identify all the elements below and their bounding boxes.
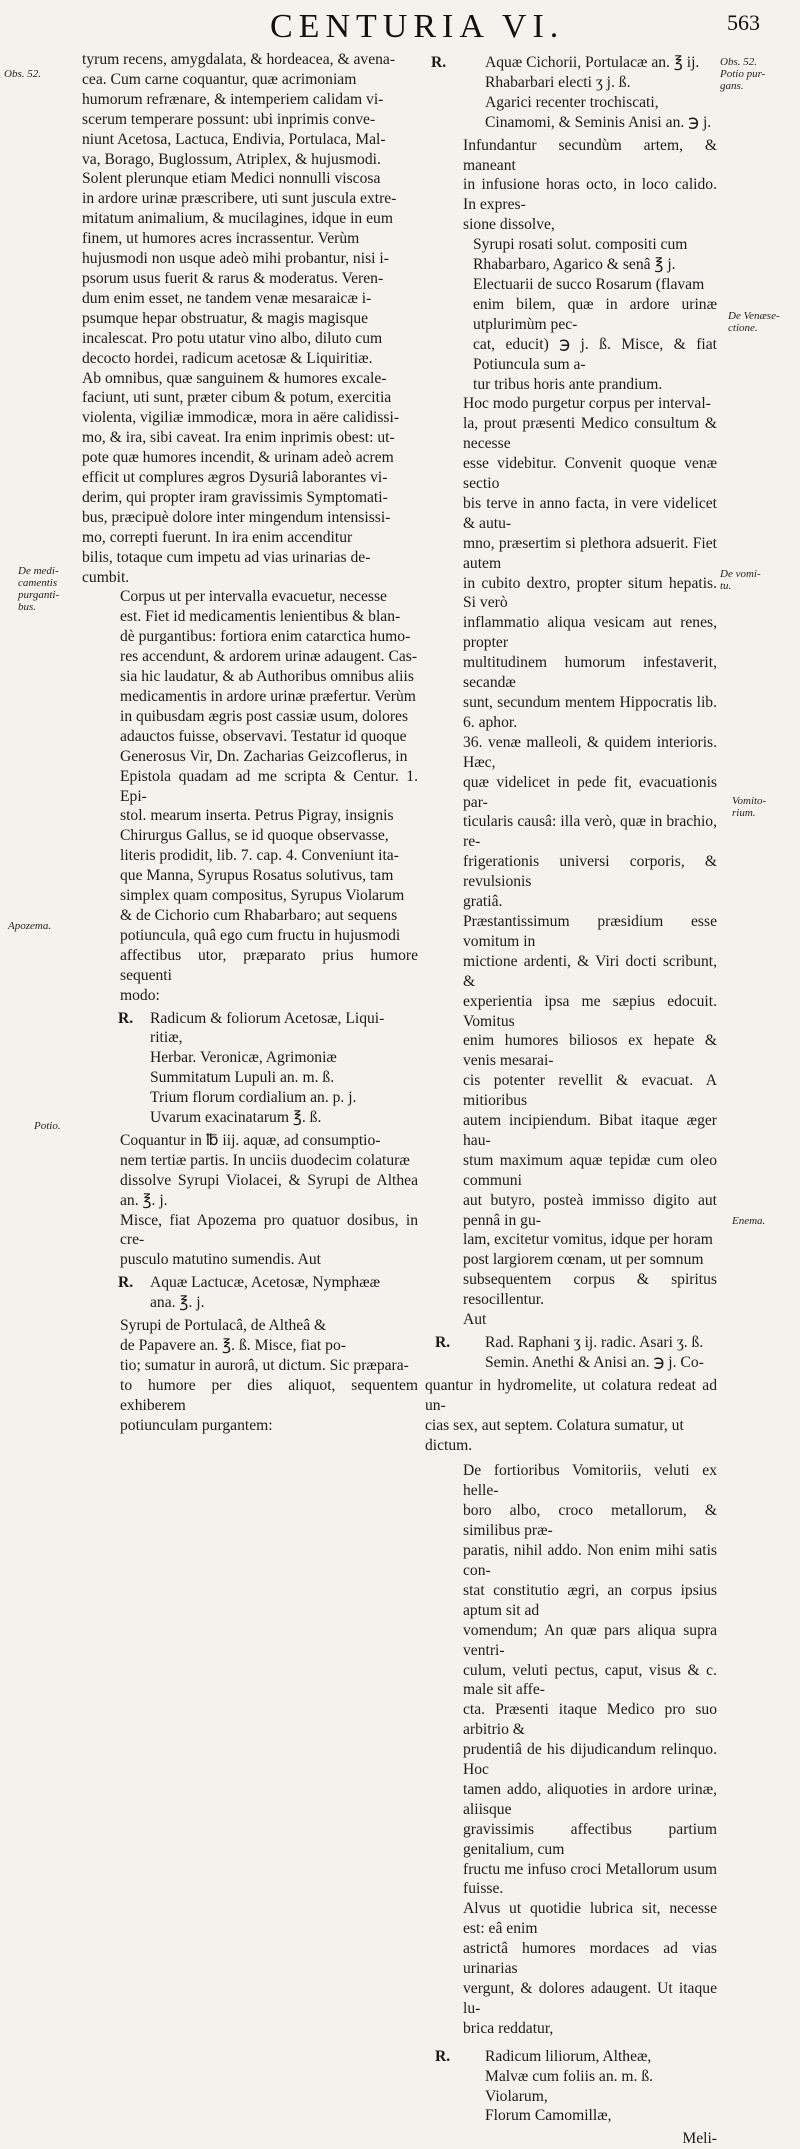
paragraph: Hoc modo purgetur corpus per interval- la, prout præsenti Medico consultum & necesse esse videbitur. Convenit quoque venæ sectio bis terve in anno facta, in vere videlicet & autu- mno, præsertim si plethora adsuerit. Fiet autem in cubito dextro, propter situm hepatis. Si verò inflammatio aliqua vesicam aut renes, propter multitudinem humorum infestaverit, secandæ sunt, secundum mentem Hippocratis lib. 6. aphor. 36. venæ malleoli, & quidem interioris. Hæc, quæ videlicet in pede fit, evacuationis par- ticularis causâ: illa verò, quæ in brachio, re- frigerationis universi corporis, & revulsionis gratiâ. — [463, 395, 717, 911]
catchword: Meli- — [682, 2130, 717, 2148]
recipe-mark: R. — [435, 1334, 451, 1351]
paragraph: Infundantur secundùm artem, & maneant in infusione horas octo, in loco calido. In expres- sione dissolve, — [463, 136, 717, 234]
margin-note-apozema: Apozema. — [8, 920, 52, 932]
margin-note-potio: Potio. — [34, 1120, 61, 1132]
recipe-mark: R. — [435, 2047, 451, 2065]
recipe-mark: R. — [118, 1009, 134, 1027]
paragraph: tyrum recens, amygdalata, & hordeacea, & avena- cea. Cum carne coquantur, quæ acrimoniam humorum refrænare, & intemperiem calidam vi- scerum temperare possunt: ubi inprimis conve- niunt Acetosa, Lactuca, Endivia, Portulaca, Mal- va, Borago, Buglossum, Atriplex, & hujusmodi. Solent plerunque etiam Medici nonnulli viscosa in ardore urinæ præscribere, uti sunt juscula extre- mitatum animalium, & mucilagines, idque in eum finem, ut humores acres incrassentur. Verùm hujusmodi non usque adeò mihi probantur, nisi i- psorum usus fuerit & rarus & moderatus. Veren- dum enim esset, ne tandem venæ mesaraicæ i- psumque hepar obstruatur, & magis magisque incalescat. Pro potu utatur vino albo, diluto cum decocto hordei, radicum acetosæ & Liquiritiæ. Ab omnibus, quæ sanguinem & humores excale- faciunt, uti sunt, præter cibum & potum, exercitia violenta, vigiliæ immodicæ, mora in aëre calidissi- mo, & ira, sibi caveat. Ira enim inprimis obest: ut- pote quæ humores incendit, & urinam adeò acrem efficit ut complures ægros Dysuriâ laborantes vi- derim, qui propter iram gravissimis Symptomati- bus, præcipuè dolore inter mingendum intensissi- mo, correpti fuerunt. In ira enim accenditur bilis, totaque cum impetu ad vias urinarias de- cumbit. — [82, 51, 400, 586]
recipe-mark: R. — [118, 1274, 134, 1292]
recipe-mark: R. — [431, 54, 447, 71]
prescription-lines: Aquæ Cichorii, Portulacæ an. ℥ ij. Rhabarbari electi ʒ j. ß. Agarici recenter trochiscati, Cinamomi, & Seminis Anisi an. ℈ j. — [485, 54, 712, 131]
paragraph: De fortioribus Vomitoriis, veluti ex helle- boro albo, croco metallorum, & similibus præ- paratis, nihil addo. Non enim mihi satis con- stat constitutio ægri, an corpus ipsius aptum sit ad vomendum; An quæ pars aliqua supra ventri- culum, veluti pectus, caput, visus & c. male sit affe- cta. Præsenti itaque Medico pro suo arbitrio & prudentiâ de his dijudicandum relinquo. Hoc tamen addo, aliquoties in ardore urinæ, aliisque gravissimis affectibus partium genitalium, cum fructu me infuso croci Metallorum usum fuisse. Alvus ut quotidie lubrica sit, necesse est: eâ enim astrictâ humores mordaces ad vias urinarias vergunt, & dolores adaugent. Ut itaque lu- brica reddatur, — [463, 1462, 717, 2037]
prescription-lines: Aquæ Lactucæ, Acetosæ, Nymphææ ana. ℥. j. — [150, 1274, 380, 1312]
prescription-lines: Radicum liliorum, Altheæ, Malvæ cum foliis an. m. ß. Violarum, Florum Camomillæ, — [485, 2047, 654, 2125]
paragraph: Coquantur in ℔ iij. aquæ, ad consumptio- nem tertiæ partis. In unciis duodecim colaturæ dissolve Syrupi Violacei, & Syrupi de Althea an. ℥. j. Misce, fiat Apozema pro quatuor dosibus, in cre- pusculo matutino sumendis. Aut — [120, 1131, 418, 1269]
paragraph: Syrupi de Portulacâ, de Altheâ & de Papavere an. ℥. ß. Misce, fiat po- tio; sumatur in aurorâ, ut dictum. Sic præpara- to humore per dies aliquot, sequentem exhiberem potiunculam purgantem: — [120, 1317, 418, 1434]
margin-note-enema: Enema. — [732, 1215, 766, 1227]
paragraph: Syrupi rosati solut. compositi cum Rhabarbaro, Agarico & senâ ℥ j. Electuarii de succo Rosarum (flavam enim bilem, quæ in ardore urinæ utplurimùm pec- cat, educit) ℈ j. ß. Misce, & fiat Potiuncula sum a- tur tribus horis ante prandium. — [473, 236, 717, 393]
paragraph: quantur in hydromelite, ut colatura redeat ad un- cias sex, aut septem. Colatura sumatur, ut dictum. — [425, 1376, 717, 1454]
paragraph: Præstantissimum præsidium esse vomitum in mictione ardenti, & Viri docti scribunt, & experientia ipsa me sæpius edocuit. Vomitus enim humores biliosos ex hepate & venis mesarai- cis potenter revellit & evacuat. A mitioribus autem incipiendum. Bibat itaque æger hau- stum maximum aquæ tepidæ cum oleo communi aut butyro, posteà immisso digito aut pennâ in gu- lam, excitetur vomitus, idque per horam post largiorem cœnam, ut per somnum subsequentem corpus & spiritus resocillentur. Aut — [463, 912, 717, 1329]
margin-note-medicamenta: De medi- camentis purganti- bus. — [18, 565, 60, 613]
prescription — [82, 1009, 418, 1128]
running-head: CENTURIA VI. — [270, 8, 565, 45]
page-number: 563 — [727, 10, 760, 35]
prescription-lines: Rad. Raphani ʒ ij. radic. Asari ʒ. ß. Semin. Anethi & Anisi an. ℈ j. Co- — [485, 1334, 704, 1371]
prescription — [425, 1333, 717, 1373]
prescription — [425, 53, 717, 133]
prescription — [425, 2047, 717, 2127]
margin-note-venaesectio: De Venæse- ctione. — [728, 310, 780, 334]
margin-note-vomitu: De vomi- tu. — [720, 568, 761, 592]
right-column — [425, 50, 717, 2149]
page-header — [60, 8, 760, 48]
paragraph: Corpus ut per intervalla evacuetur, necesse est. Fiet id medicamentis lenientibus & blan- dè purgantibus: fortiora enim catarctica humo- res accendunt, & ardorem urinæ adaugent. Cas- sia hic laudatur, & ab Authoribus omnibus aliis medicamentis in ardore urinæ præfertur. Verùm in quibusdam ægris post cassiæ usum, dolores adauctos fuisse, observavi. Testatur id quoque Generosus Vir, Dn. Zacharias Geizcoflerus, in Epistola quadam ad me scripta & Centur. 1. Epi- stol. mearum inserta. Petrus Pigray, insignis Chirurgus Gallus, se id quoque observasse, literis prodidit, lib. 7. cap. 4. Conveniunt ita- que Manna, Syrupus Rosatus solutivus, tam simplex quam compositus, Syrupus Violarum & de Cichorio cum Rhabarbaro; aut sequens potiuncula, quâ ego cum fructu in hujusmodi affectibus utor, præparato prius humore sequenti modo: — [120, 588, 418, 1004]
margin-note-obs-right: Obs. 52. Potio pur- gans. — [720, 56, 766, 92]
margin-note-obs-left: Obs. 52. — [4, 68, 41, 80]
prescription-lines: Radicum & foliorum Acetosæ, Liqui- ritiæ, Herbar. Veronicæ, Agrimoniæ Summitatum Lupuli an. m. ß. Trium florum cordialium an. p. j. Uvarum exacinatarum ℥. ß. — [150, 1009, 385, 1127]
margin-note-vomitorium: Vomito- rium. — [732, 795, 767, 819]
left-column — [82, 50, 418, 1436]
prescription — [82, 1273, 418, 1313]
